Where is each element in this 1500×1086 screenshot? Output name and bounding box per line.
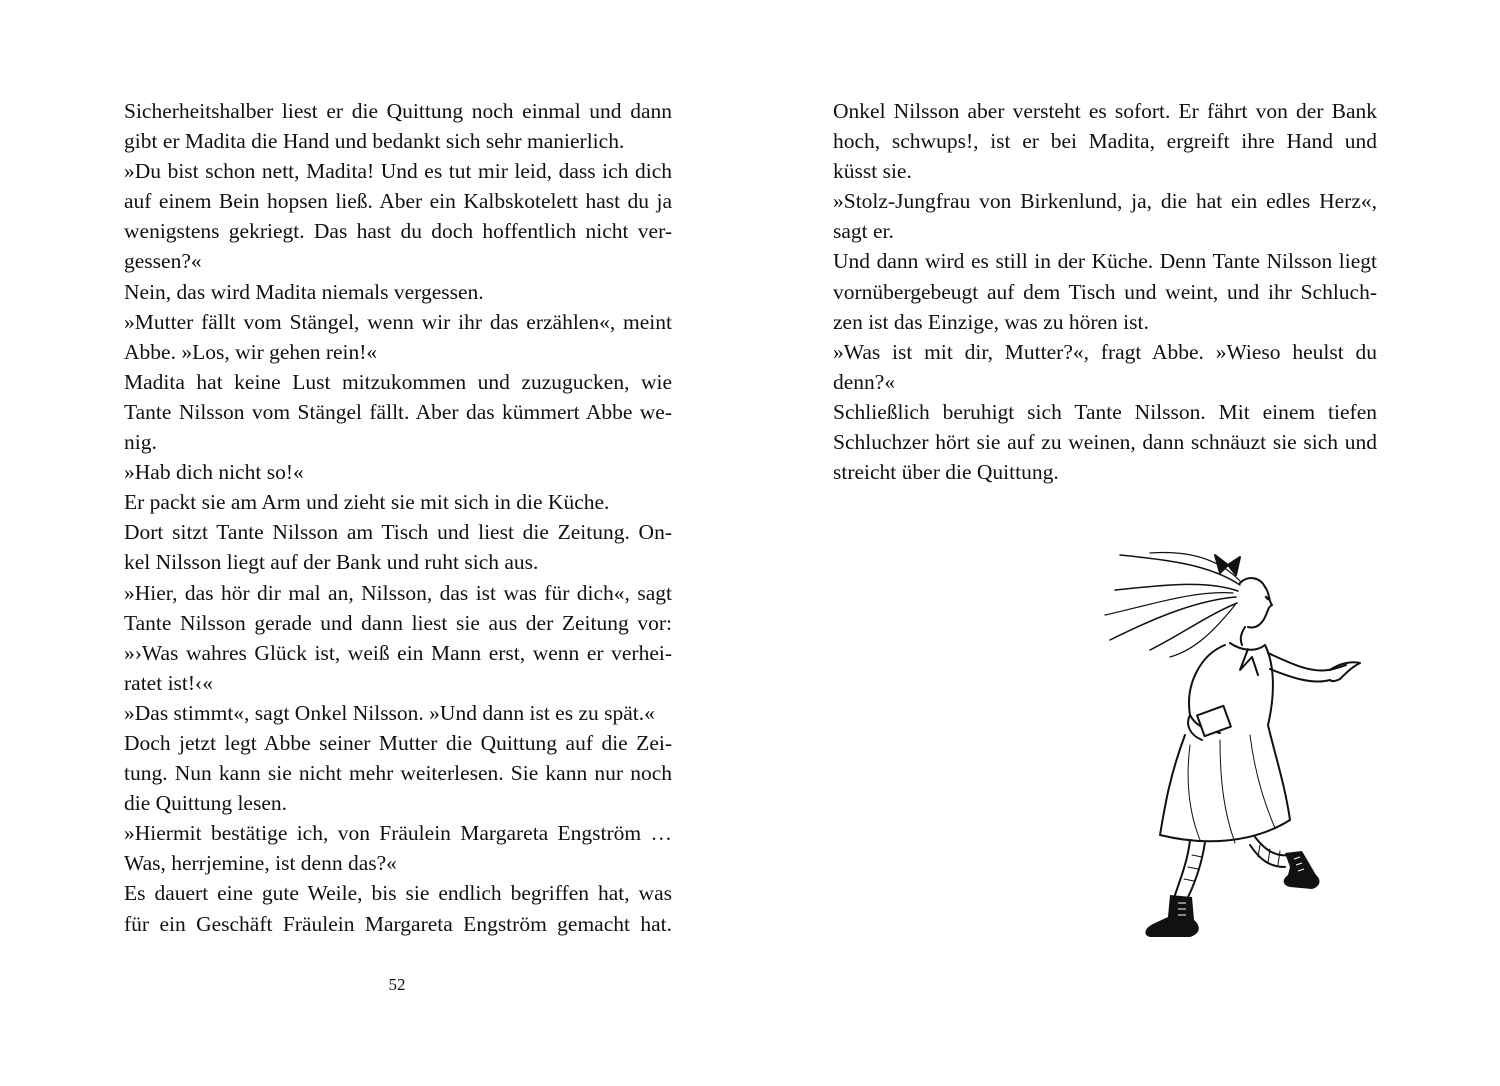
text-line: zen ist das Einzige, was zu hören ist. — [833, 309, 1149, 334]
text-line: sagt er. — [833, 219, 894, 244]
text-line: »Du bist schon nett, Madita! Und es tut mir leid, dass ich dich — [124, 159, 672, 184]
text-line: Er packt sie am Arm und zieht sie mit sich in die Küche. — [124, 490, 610, 515]
text-line: die Quittung lesen. — [124, 791, 288, 816]
text-line: »Hiermit bestätige ich, von Fräulein Margareta Engström … — [124, 821, 672, 846]
text-line: ratet ist!‹« — [124, 670, 213, 695]
text-line: auf einem Bein hopsen ließ. Aber ein Kalbskotelett hast du ja — [124, 189, 672, 214]
text-line: Schließlich beruhigt sich Tante Nilsson. Mit einem tiefen — [833, 399, 1377, 424]
text-line: nig. — [124, 430, 157, 455]
text-line: wenigstens gekriegt. Das hast du doch hoffentlich nicht ver- — [124, 219, 672, 244]
page-number: 52 — [388, 975, 406, 994]
text-line: tung. Nun kann sie nicht mehr weiterlesen. Sie kann nur noch — [124, 761, 672, 786]
text-line: Sicherheitshalber liest er die Quittung noch einmal und dann — [124, 99, 672, 123]
text-line: streicht über die Quittung. — [833, 460, 1059, 485]
text-line: hoch, schwups!, ist er bei Madita, ergreift ihre Hand und — [833, 129, 1377, 154]
text-line: »Mutter fällt vom Stängel, wenn wir ihr das erzählen«, meint — [124, 309, 672, 334]
text-line: »Stolz-Jungfrau von Birkenlund, ja, die hat ein edles Herz«, — [833, 189, 1377, 214]
text-line: gessen?« — [124, 249, 202, 274]
text-line: Doch jetzt legt Abbe seiner Mutter die Quittung auf die Zei- — [124, 730, 672, 755]
text-line: Tante Nilsson vom Stängel fällt. Aber das kümmert Abbe we- — [124, 399, 672, 424]
text-line: küsst sie. — [833, 159, 912, 184]
text-line: Was, herrjemine, ist denn das?« — [124, 851, 397, 876]
text-line: Es dauert eine gute Weile, bis sie endlich begriffen hat, was — [124, 881, 672, 906]
text-line: für ein Geschäft Fräulein Margareta Engström gemacht hat. — [124, 911, 672, 936]
text-line: »Hier, das hör dir mal an, Nilsson, das ist was für dich«, sagt — [124, 580, 672, 605]
text-line: Onkel Nilsson aber versteht es sofort. Er fährt von der Bank — [833, 99, 1377, 123]
text-line: Nein, das wird Madita niemals vergessen. — [124, 279, 484, 304]
text-line: Tante Nilsson gerade und dann liest sie aus der Zeitung vor: — [124, 610, 672, 635]
text-line: Schluchzer hört sie auf zu weinen, dann schnäuzt sie sich und — [833, 430, 1377, 455]
text-line: Abbe. »Los, wir gehen rein!« — [124, 339, 378, 364]
left-page-text — [124, 96, 672, 939]
running-girl-illustration-icon — [1090, 545, 1370, 945]
text-line: »›Was wahres Glück ist, weiß ein Mann erst, wenn er verhei- — [124, 640, 672, 665]
text-line: »Was ist mit dir, Mutter?«, fragt Abbe. »Wieso heulst du — [833, 339, 1377, 364]
right-page-text — [833, 96, 1377, 487]
text-line: Dort sitzt Tante Nilsson am Tisch und liest die Zeitung. On- — [124, 520, 672, 545]
text-line: Und dann wird es still in der Küche. Denn Tante Nilsson liegt — [833, 249, 1377, 274]
text-line: »Hab dich nicht so!« — [124, 460, 304, 485]
text-line: gibt er Madita die Hand und bedankt sich sehr manierlich. — [124, 129, 625, 154]
text-line: kel Nilsson liegt auf der Bank und ruht sich aus. — [124, 550, 539, 575]
text-line: denn?« — [833, 369, 896, 394]
text-line: »Das stimmt«, sagt Onkel Nilsson. »Und dann ist es zu spät.« — [124, 700, 655, 725]
text-line: Madita hat keine Lust mitzukommen und zuzugucken, wie — [124, 369, 672, 394]
text-line: vornübergebeugt auf dem Tisch und weint, und ihr Schluch- — [833, 279, 1377, 304]
